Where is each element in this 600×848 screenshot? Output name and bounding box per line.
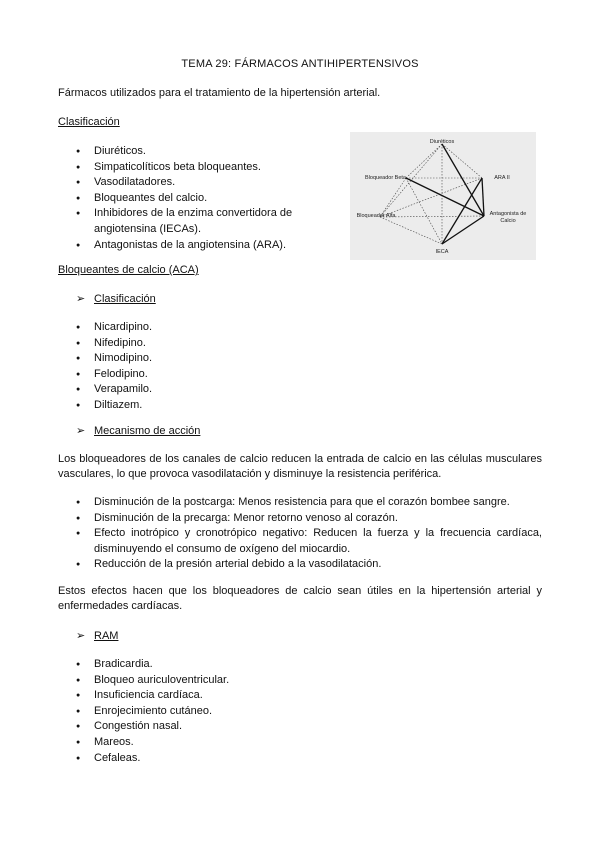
line-alfa-ara	[380, 178, 482, 217]
list-item: ● Insuficiencia cardíaca.	[58, 688, 358, 704]
list-item: ● Nifedipino.	[58, 336, 358, 352]
list-item: ● Diltiazem.	[58, 398, 358, 414]
diagram-lines	[350, 132, 536, 260]
arrow-bullet-icon: ➢	[76, 630, 86, 642]
node-antagonista-line2: Calcio	[500, 218, 516, 224]
list-item: ● Mareos.	[58, 735, 358, 751]
line-ieca-ara	[442, 178, 482, 244]
node-bloqueador-alfa: Bloqueador Alfa	[356, 213, 396, 219]
line-ieca-antagonista	[442, 216, 484, 244]
intro-text: Fármacos utilizados para el tratamiento de la hipertensión arterial.	[58, 87, 381, 99]
list-item: ● Bloqueantes del calcio.	[58, 191, 328, 207]
list-item: ● Disminución de la postcarga: Menos resistencia para que el corazón bombee sangre.	[58, 495, 542, 511]
line-beta-ieca	[406, 178, 442, 244]
subheading-label: Mecanismo de acción	[94, 425, 201, 437]
list-item: ● Inhibidores de la enzima convertidora de angiotensina (IECAs).	[58, 206, 328, 237]
node-antagonista-line1: Antagonista de	[489, 211, 527, 217]
line-beta-alfa	[380, 178, 406, 217]
efectos-list	[58, 495, 542, 573]
list-item: ● Efecto inotrópico y cronotrópico negativo: Reducen la fuerza y la frecuencia cardíaca, disminuyendo el consumo de oxígeno del miocardio.	[58, 526, 542, 557]
node-ara: ARA II	[494, 175, 510, 181]
aca-heading: Bloqueantes de calcio (ACA)	[58, 264, 199, 276]
mecanismo-subheading	[76, 424, 200, 437]
list-item: ● Nicardipino.	[58, 320, 358, 336]
list-item: ● Reducción de la presión arterial debido a la vasodilatación.	[58, 557, 542, 573]
line-ara-antagonista	[482, 178, 484, 216]
antihypertensive-combination-diagram	[350, 132, 536, 260]
clasificacion-heading: Clasificación	[58, 116, 120, 128]
subheading-label: RAM	[94, 630, 119, 642]
list-item: ● Antagonistas de la angiotensina (ARA).	[58, 238, 328, 254]
conclusion-paragraph: Estos efectos hacen que los bloqueadores de calcio sean útiles en la hipertensión arterial y enfermedades cardíacas.	[58, 585, 542, 613]
subheading-label: Clasificación	[94, 293, 156, 305]
list-item: ● Nimodipino.	[58, 351, 358, 367]
list-item: ● Diuréticos.	[58, 144, 328, 160]
aca-clasificacion-subheading	[76, 292, 156, 305]
arrow-bullet-icon: ➢	[76, 425, 86, 437]
node-diureticos: Diuréticos	[429, 139, 455, 145]
line-diureticos-ara	[442, 144, 482, 178]
aca-drug-list	[58, 320, 358, 414]
list-item: ● Vasodilatadores.	[58, 175, 328, 191]
node-bloqueador-beta: Bloqueador Beta	[365, 175, 406, 181]
list-item: ● Simpaticolíticos beta bloqueantes.	[58, 160, 328, 176]
mecanismo-paragraph: Los bloqueadores de los canales de calcio reducen la entrada de calcio en las células musculares vasculares, lo que provoca vasodilatación y disminuye la resistencia periférica.	[58, 453, 542, 481]
page-title: TEMA 29: FÁRMACOS ANTIHIPERTENSIVOS	[181, 58, 419, 70]
list-item: ● Disminución de la precarga: Menor retorno venoso al corazón.	[58, 511, 542, 527]
list-item: ● Bradicardia.	[58, 657, 358, 673]
list-item: ● Bloqueo auriculoventricular.	[58, 673, 358, 689]
ram-subheading	[76, 629, 118, 642]
line-diureticos-beta	[406, 144, 442, 178]
node-ieca: IECA	[435, 249, 449, 255]
line-alfa-ieca	[380, 217, 442, 244]
list-item: ● Enrojecimiento cutáneo.	[58, 704, 358, 720]
clasificacion-list	[58, 144, 328, 253]
list-item: ● Verapamilo.	[58, 382, 358, 398]
list-item: ● Congestión nasal.	[58, 719, 358, 735]
arrow-bullet-icon: ➢	[76, 293, 86, 305]
list-item: ● Cefaleas.	[58, 751, 358, 767]
list-item: ● Felodipino.	[58, 367, 358, 383]
ram-list	[58, 657, 358, 766]
